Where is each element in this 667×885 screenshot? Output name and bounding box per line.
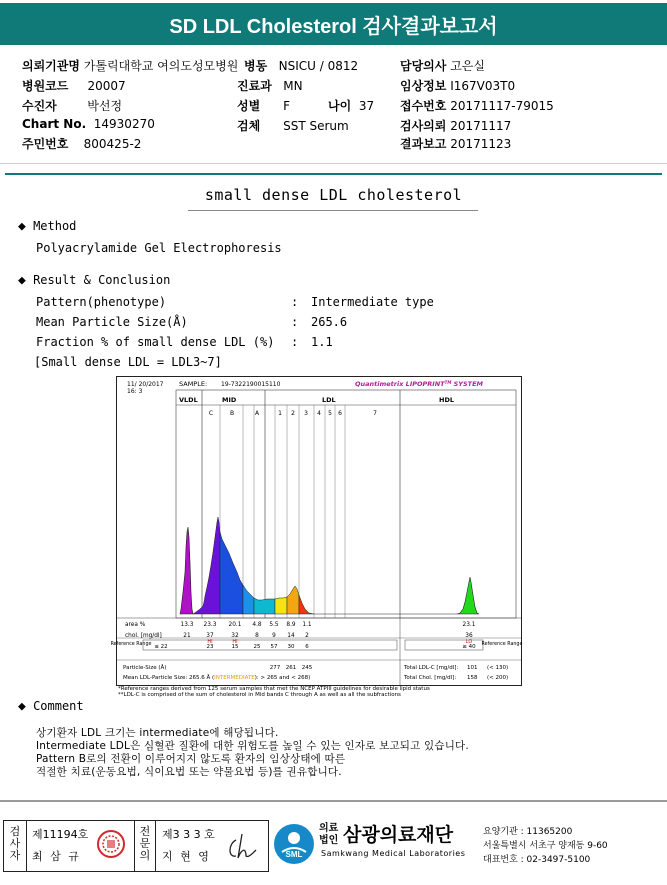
particle-size-value: 277 [269, 665, 281, 671]
field-ward: 병동 NSICU / 0812 [244, 59, 359, 73]
area-value: 20.1 [228, 622, 242, 628]
footer-divider [0, 800, 667, 802]
field-department: 진료과 MN [237, 79, 303, 93]
particle-size-value: 261 [285, 665, 297, 671]
total-ldl-label: Total LDL-C [mg/dl]: [404, 665, 459, 671]
chol-value: 2 [305, 633, 309, 639]
result-label-pattern: Pattern(phenotype) [36, 295, 167, 309]
org-name: 삼광의료재단 [343, 824, 454, 846]
label-ldl: LDL [322, 396, 336, 404]
peak-mid-b [220, 532, 243, 614]
specialist-number: 제3 3 3 호 [162, 828, 215, 841]
area-value: 4.8 [252, 622, 262, 628]
seal-stamp-icon [96, 829, 126, 859]
field-request-date: 검사의뢰 20171117 [400, 119, 512, 133]
area-value: 8.9 [286, 622, 296, 628]
result-heading: ◆ Result & Conclusion [18, 273, 171, 288]
comment-heading: ◆ Comment [18, 699, 84, 714]
result-sep: : [291, 335, 299, 349]
inspector-name: 최 삼 규 [32, 850, 81, 863]
graph-time: 16: 3 [127, 388, 143, 395]
header-divider [5, 173, 662, 175]
field-patient: 수진자 박선정 [22, 99, 123, 113]
sample-label: SAMPLE: [179, 380, 208, 388]
area-label: area % [125, 622, 146, 628]
result-sep: : [291, 295, 299, 309]
chol-value: 8 [255, 633, 259, 639]
band-label-b: B [229, 410, 235, 417]
total-chol-value: 158 [467, 675, 478, 681]
ref-value: 30 [287, 644, 295, 650]
band-label-a: A [254, 410, 260, 417]
signature-icon [222, 828, 262, 864]
section-title: small dense LDL cholesterol [204, 186, 463, 204]
method-text: Polyacrylamide Gel Electrophoresis [36, 241, 282, 255]
inspector-label: 검사자 [9, 825, 21, 862]
chol-label: chol. [mg/dl] [125, 633, 162, 639]
total-chol-label: Total Chol. [mg/dl]: [404, 675, 457, 681]
label-hdl: HDL [439, 396, 454, 404]
ref-value: 6 [305, 644, 309, 650]
field-resident-no: 주민번호 800425-2 [22, 137, 142, 151]
diamond-bullet-icon: ◆ [18, 699, 26, 714]
band-label-c: C [208, 410, 214, 417]
ref-label: Reference Range [110, 642, 152, 647]
field-age: 나이 37 [328, 99, 375, 113]
report-title: SD LDL Cholesterol 검사결과보고서 [0, 3, 667, 45]
brand-name: Quantimetrix LIPOPRINT™ SYSTEM [355, 380, 483, 388]
peak-ldl-1 [254, 598, 275, 614]
chol-value: 37 [206, 633, 214, 639]
chol-value: 9 [272, 633, 276, 639]
band-label-4: 4 [317, 410, 321, 417]
ref-value: ≤ 22 [154, 644, 168, 650]
area-value: 1.1 [302, 622, 312, 628]
result-label-fraction: Fraction % of small dense LDL (%) [36, 335, 275, 349]
band-label-6: 6 [338, 410, 342, 417]
org-address: 서울특별시 서초구 양재동 9-60 [483, 841, 608, 851]
particle-size-value: 245 [301, 665, 313, 671]
hdl-ref-value: ≥ 40 [462, 644, 476, 650]
footnote-2: **LDL-C is comprised of the sum of cholesterol in Mid bands C through A as well as all the subfractions [118, 692, 401, 698]
signature-divider [155, 820, 156, 871]
area-value: 13.3 [180, 622, 194, 628]
graph-footnote [118, 686, 430, 698]
header-divider-light [0, 163, 667, 164]
result-label-size: Mean Particle Size(Å) [36, 315, 188, 329]
field-sex: 성별 F [237, 99, 290, 113]
ref-value: 23 [206, 644, 214, 650]
hdl-chol-value: 36 [465, 633, 473, 639]
peak-ldl-3 [287, 586, 299, 614]
lo-flag: LO [465, 639, 473, 645]
sml-logo-icon: SML [272, 822, 316, 866]
peak-vldl [180, 527, 193, 614]
field-chart-no: Chart No. 14930270 [22, 117, 155, 131]
field-institution: 의뢰기관명 가톨릭대학교 여의도성모병원 [22, 59, 239, 73]
label-vldl: VLDL [179, 396, 198, 404]
field-doctor: 담당의사 고은실 [400, 59, 485, 73]
org-phone: 대표번호 : 02-3497-5100 [483, 855, 591, 865]
field-hospital-code: 병원코드 20007 [22, 79, 126, 93]
specialist-name: 지 현 영 [162, 850, 211, 863]
field-clinical-info: 임상정보 I167V03T0 [400, 79, 516, 93]
hdl-area-value: 23.1 [462, 622, 476, 628]
ref-value: 25 [253, 644, 261, 650]
graph-date: 11/ 20/2017 [127, 381, 164, 388]
inspector-number: 제11194호 [32, 828, 89, 841]
particle-size-label: Particle-Size (Å) [123, 665, 167, 671]
total-ldl-ref: (< 130) [487, 665, 509, 671]
ref-value: 15 [231, 644, 239, 650]
band-label-1: 1 [278, 410, 282, 417]
hi-flag: HI [232, 639, 238, 645]
peak-mid-c [193, 517, 220, 614]
ref-value: 57 [270, 644, 278, 650]
area-value: 5.5 [269, 622, 279, 628]
chol-value: 14 [287, 633, 295, 639]
chol-value: 32 [231, 633, 239, 639]
diamond-bullet-icon: ◆ [18, 273, 26, 288]
section-title-underline [188, 210, 478, 211]
peak-hdl [457, 577, 479, 614]
org-prefix: 의료 법인 [319, 823, 339, 846]
diamond-bullet-icon: ◆ [18, 219, 26, 234]
footnote-1: *Reference ranges derived from 125 serum samples that met the NCEP ATPIII guidelines for desirable lipid status [118, 686, 430, 692]
method-heading: ◆ Method [18, 219, 77, 234]
mean-size-line: Mean LDL-Particle Size: 265.6 Å (INTERMEDIATE): > 265 and < 268) [123, 675, 311, 681]
comment-line: Intermediate LDL은 심혈관 질환에 대한 위험도를 높일 수 있는 인자로 보고되고 있습니다. [36, 740, 469, 752]
result-sep: : [291, 315, 299, 329]
sample-value: 19-7322190015110 [221, 381, 281, 388]
total-ldl-value: 101 [467, 665, 478, 671]
peak-ldl-4 [299, 595, 314, 614]
comment-line: 적절한 치료(운동요법, 식이요법 또는 약물요법 등)를 권유합니다. [36, 766, 342, 778]
specialist-label: 전문의 [139, 825, 151, 862]
band-label-7: 7 [373, 410, 377, 417]
band-label-5: 5 [328, 410, 332, 417]
field-report-date: 결과보고 20171123 [400, 137, 512, 151]
result-value-size: 265.6 [311, 315, 348, 329]
result-value-fraction: 1.1 [311, 335, 333, 349]
band-label-2: 2 [291, 410, 295, 417]
field-specimen: 검체 SST Serum [237, 119, 349, 133]
peak-mid-a [243, 585, 254, 614]
peak-ldl-2 [275, 597, 287, 614]
result-note: [Small dense LDL = LDL3~7] [34, 355, 222, 369]
field-receipt-no: 접수번호 20171117-79015 [400, 99, 554, 113]
lipoprint-svg [110, 377, 523, 685]
total-chol-ref: (< 200) [487, 675, 509, 681]
comment-line: 상기환자 LDL 크기는 intermediate에 해당됩니다. [36, 727, 279, 739]
hi-flag: HI [207, 639, 213, 645]
lipoprint-graph [110, 376, 523, 686]
result-value-pattern: Intermediate type [311, 295, 434, 309]
institution-code: 요양기관 : 11365200 [483, 827, 573, 837]
chol-value: 21 [183, 633, 191, 639]
area-value: 23.3 [203, 622, 217, 628]
ref-label-right: Reference Range [481, 642, 523, 647]
label-mid: MID [222, 396, 237, 404]
org-english-name: Samkwang Medical Laboratories [321, 849, 466, 858]
comment-line: Pattern B로의 전환이 이루어지지 않도록 환자의 임상상태에 따른 [36, 753, 346, 765]
signature-divider [26, 820, 27, 871]
band-label-3: 3 [304, 410, 308, 417]
signature-divider [134, 820, 135, 871]
